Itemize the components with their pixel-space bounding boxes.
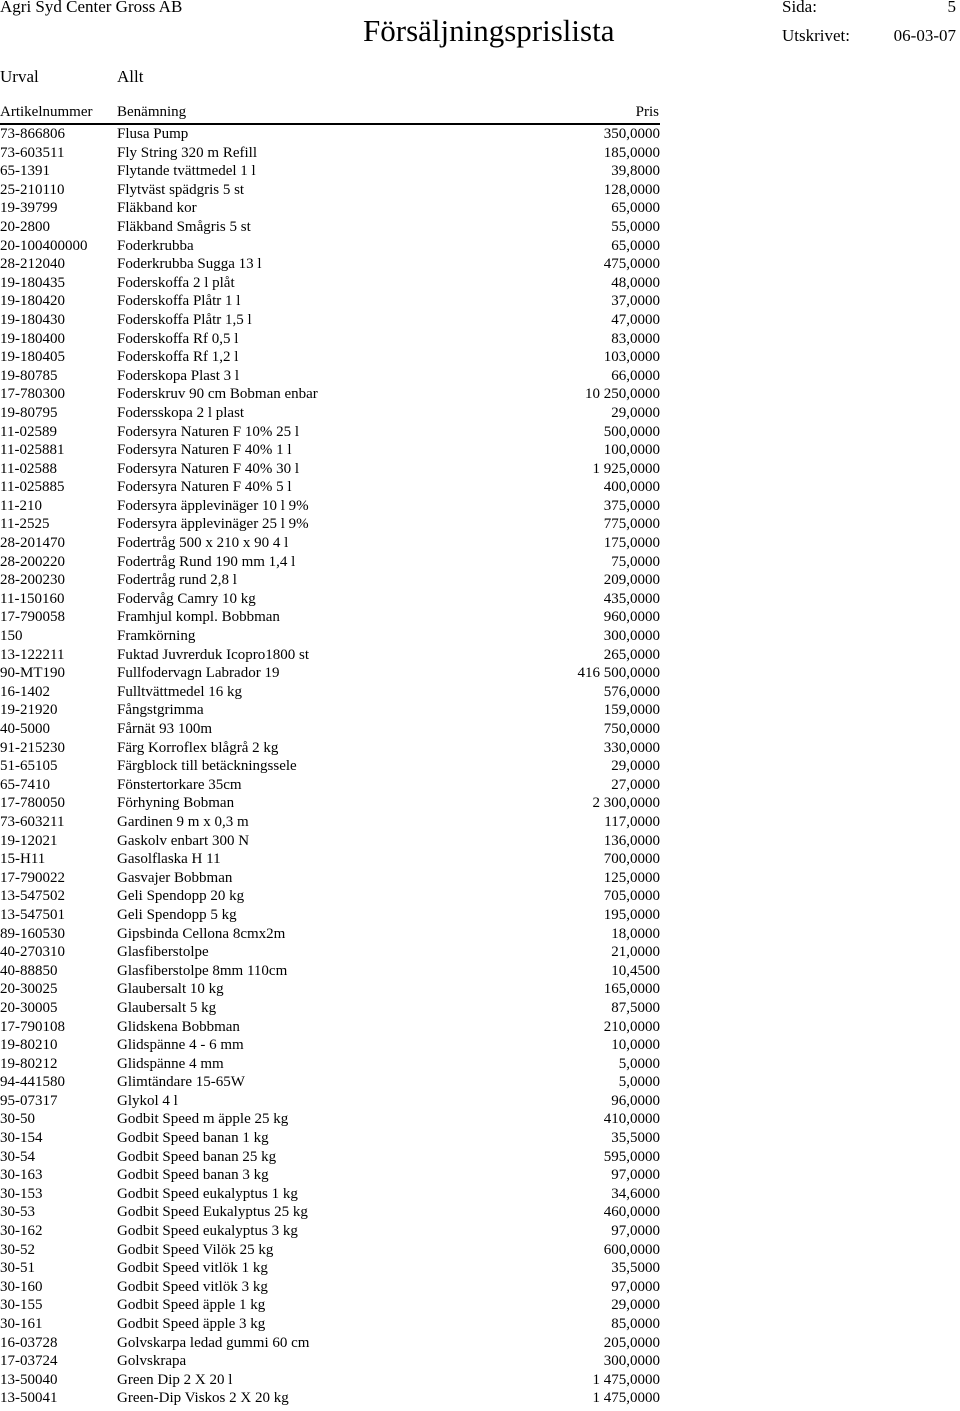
item-price: 85,0000 xyxy=(611,1316,660,1332)
item-name: Glasfiberstolpe xyxy=(117,944,209,961)
table-row xyxy=(0,292,660,311)
item-price: 435,0000 xyxy=(603,590,660,607)
item-price: 66,0000 xyxy=(611,367,660,384)
article-number: 40-88850 xyxy=(0,962,58,979)
item-name: Foderskruv 90 cm Bobman enbar xyxy=(117,386,318,403)
item-price: 21,0000 xyxy=(611,944,660,961)
item-price: 1 475,0000 xyxy=(592,1371,660,1388)
item-price: 1 925,0000 xyxy=(592,460,660,477)
item-price: 500,0000 xyxy=(603,423,660,440)
item-price: 65,0000 xyxy=(611,237,660,254)
item-name: Godbit Speed vitlök 3 kg xyxy=(117,1278,268,1295)
article-number: 13-50041 xyxy=(0,1390,58,1407)
item-name: Fodersyra äpplevinäger 25 l 9% xyxy=(117,516,309,533)
article-number: 91-215230 xyxy=(0,739,65,756)
item-price: 209,0000 xyxy=(603,572,660,589)
table-row xyxy=(0,664,660,683)
article-number: 16-1402 xyxy=(0,683,50,700)
table-row xyxy=(0,1148,660,1167)
article-number: 13-547501 xyxy=(0,906,65,923)
table-row xyxy=(0,460,660,479)
article-number: 19-180420 xyxy=(0,293,65,310)
item-price: 350,0000 xyxy=(603,126,660,142)
item-name: Flusa Pump xyxy=(117,126,189,142)
table-row xyxy=(0,776,660,795)
column-header-article: Artikelnummer xyxy=(0,104,93,120)
item-price: 195,0000 xyxy=(603,906,660,923)
table-row xyxy=(0,999,660,1018)
table-row xyxy=(0,962,660,981)
item-price: 10 250,0000 xyxy=(585,386,660,403)
item-name: Glaubersalt 5 kg xyxy=(117,999,217,1016)
table-row xyxy=(0,1018,660,1037)
table-row xyxy=(0,1092,660,1111)
item-name: Fulltvättmedel 16 kg xyxy=(117,683,242,700)
table-row xyxy=(0,1073,660,1092)
item-name: Green Dip 2 X 20 l xyxy=(117,1371,233,1388)
item-name: Godbit Speed äpple 1 kg xyxy=(117,1297,266,1314)
article-number: 17-780050 xyxy=(0,795,65,812)
article-number: 13-547502 xyxy=(0,888,65,905)
item-name: Gaskolv enbart 300 N xyxy=(117,832,250,849)
table-row xyxy=(0,1110,660,1129)
article-number: 11-210 xyxy=(0,497,42,514)
table-row xyxy=(0,646,660,665)
article-number: 19-180435 xyxy=(0,274,65,291)
item-name: Framkörning xyxy=(117,628,196,645)
table-row xyxy=(0,1203,660,1222)
article-number: 17-790108 xyxy=(0,1018,65,1035)
article-number: 20-30005 xyxy=(0,999,58,1016)
item-price: 300,0000 xyxy=(603,1353,660,1370)
article-number: 28-200220 xyxy=(0,553,65,570)
item-price: 210,0000 xyxy=(603,1018,660,1035)
item-name: Foderskopa Plast 3 l xyxy=(117,367,240,384)
item-name: Godbit Speed m äpple 25 kg xyxy=(117,1111,289,1128)
article-number: 17-03724 xyxy=(0,1353,58,1370)
article-number: 20-30025 xyxy=(0,981,58,998)
item-name: Glasfiberstolpe 8mm 110cm xyxy=(117,962,288,979)
page-title: Försäljningsprislista xyxy=(363,13,615,48)
table-row xyxy=(0,515,660,534)
item-price: 35,5000 xyxy=(611,1130,660,1147)
article-number: 19-80785 xyxy=(0,367,58,384)
table-row xyxy=(0,1185,660,1204)
item-name: Färg Korroflex blågrå 2 kg xyxy=(117,739,279,756)
item-price: 705,0000 xyxy=(603,888,660,905)
item-price: 159,0000 xyxy=(603,702,660,719)
item-price: 39,8000 xyxy=(611,163,660,180)
table-row xyxy=(0,237,660,256)
item-price: 27,0000 xyxy=(611,776,660,793)
article-number: 11-025881 xyxy=(0,442,65,459)
article-number: 40-270310 xyxy=(0,944,65,961)
table-row xyxy=(0,423,660,442)
article-number: 11-02589 xyxy=(0,423,57,440)
table-row xyxy=(0,1278,660,1297)
article-number: 30-160 xyxy=(0,1278,43,1295)
table-row xyxy=(0,1222,660,1241)
article-number: 30-154 xyxy=(0,1130,43,1147)
item-price: 29,0000 xyxy=(611,758,660,775)
item-name: Fullfodervagn Labrador 19 xyxy=(117,665,280,682)
table-row xyxy=(0,199,660,218)
item-price: 35,5000 xyxy=(611,1260,660,1277)
item-name: Gardinen 9 m x 0,3 m xyxy=(117,813,249,830)
article-number: 19-80795 xyxy=(0,404,58,421)
article-number: 28-201470 xyxy=(0,535,65,552)
item-name: Flytande tvättmedel 1 l xyxy=(117,163,256,180)
table-row xyxy=(0,274,660,293)
article-number: 30-162 xyxy=(0,1223,43,1240)
item-price: 34,6000 xyxy=(611,1185,660,1202)
item-name: Foderskoffa Plåtr 1,5 l xyxy=(117,311,252,328)
article-number: 40-5000 xyxy=(0,721,50,737)
item-price: 103,0000 xyxy=(603,349,660,366)
table-row xyxy=(0,497,660,516)
item-price: 136,0000 xyxy=(603,832,660,849)
item-price: 18,0000 xyxy=(611,925,660,942)
item-name: Fly String 320 m Refill xyxy=(117,144,258,161)
item-name: Fläkband kor xyxy=(117,200,197,217)
article-number: 20-2800 xyxy=(0,218,50,235)
item-name: Framhjul kompl. Bobbman xyxy=(117,609,280,626)
article-number: 30-50 xyxy=(0,1111,35,1128)
article-number: 19-180400 xyxy=(0,330,65,347)
item-name: Fodersskopa 2 l plast xyxy=(117,404,245,421)
article-number: 11-2525 xyxy=(0,516,50,533)
item-name: Fodersyra äpplevinäger 10 l 9% xyxy=(117,497,309,514)
item-price: 700,0000 xyxy=(603,851,660,868)
table-row xyxy=(0,627,660,646)
item-name: Fångstgrimma xyxy=(117,702,204,719)
item-name: Gasolflaska H 11 xyxy=(117,851,221,868)
item-price: 125,0000 xyxy=(603,869,660,886)
item-name: Geli Spendopp 5 kg xyxy=(117,906,237,923)
item-name: Foderskoffa 2 l plåt xyxy=(117,274,235,291)
item-price: 416 500,0000 xyxy=(577,665,660,682)
article-number: 30-153 xyxy=(0,1185,43,1202)
item-name: Green-Dip Viskos 2 X 20 kg xyxy=(117,1390,289,1407)
item-price: 87,5000 xyxy=(611,999,660,1016)
selection-label: Urval xyxy=(0,67,39,86)
table-row xyxy=(0,906,660,925)
item-name: Golvskrapa xyxy=(117,1353,187,1370)
item-name: Foderskoffa Rf 1,2 l xyxy=(117,349,239,366)
item-price: 330,0000 xyxy=(603,739,660,756)
article-number: 16-03728 xyxy=(0,1334,58,1351)
item-name: Godbit Speed banan 3 kg xyxy=(117,1167,269,1184)
item-price: 400,0000 xyxy=(603,479,660,496)
table-row xyxy=(0,1055,660,1074)
item-name: Glaubersalt 10 kg xyxy=(117,981,224,998)
table-row xyxy=(0,478,660,497)
article-number: 19-80210 xyxy=(0,1037,58,1054)
article-number: 51-65105 xyxy=(0,758,58,775)
item-name: Godbit Speed Vilök 25 kg xyxy=(117,1241,274,1258)
table-row xyxy=(0,943,660,962)
item-name: Godbit Speed äpple 3 kg xyxy=(117,1316,266,1332)
article-number: 95-07317 xyxy=(0,1092,58,1109)
item-name: Fuktad Juvrerduk Icopro1800 st xyxy=(117,646,310,663)
item-price: 5,0000 xyxy=(618,1055,660,1072)
article-number: 15-H11 xyxy=(0,851,46,868)
table-row xyxy=(0,311,660,330)
article-number: 30-155 xyxy=(0,1297,43,1314)
table-row xyxy=(0,850,660,869)
article-number: 17-790022 xyxy=(0,869,65,886)
table-row xyxy=(0,1315,660,1334)
table-row xyxy=(0,1036,660,1055)
table-row xyxy=(0,739,660,758)
table-row xyxy=(0,757,660,776)
item-price: 750,0000 xyxy=(603,721,660,737)
item-price: 75,0000 xyxy=(611,553,660,570)
item-name: Flytväst spädgris 5 st xyxy=(117,181,245,198)
column-header-price: Pris xyxy=(635,104,659,120)
item-name: Gasvajer Bobbman xyxy=(117,869,233,886)
item-price: 29,0000 xyxy=(611,1297,660,1314)
article-number: 30-53 xyxy=(0,1204,35,1221)
item-price: 5,0000 xyxy=(618,1074,660,1091)
article-number: 13-122211 xyxy=(0,646,65,663)
article-number: 73-603511 xyxy=(0,144,65,161)
article-number: 11-02588 xyxy=(0,460,57,477)
table-row xyxy=(0,330,660,349)
article-number: 89-160530 xyxy=(0,925,65,942)
printed-date: 06-03-07 xyxy=(893,26,956,45)
item-name: Fodertråg Rund 190 mm 1,4 l xyxy=(117,553,296,570)
table-row xyxy=(0,181,660,200)
table-row xyxy=(0,794,660,813)
item-name: Glidspänne 4 mm xyxy=(117,1055,224,1072)
item-name: Glidskena Bobbman xyxy=(117,1018,240,1035)
item-name: Gipsbinda Cellona 8cmx2m xyxy=(117,925,286,942)
table-row xyxy=(0,608,660,627)
item-name: Glykol 4 l xyxy=(117,1092,178,1109)
item-price: 97,0000 xyxy=(611,1278,660,1295)
table-row xyxy=(0,1352,660,1371)
table-row xyxy=(0,571,660,590)
article-number: 19-180430 xyxy=(0,311,65,328)
article-number: 17-780300 xyxy=(0,386,65,403)
item-name: Fodersyra Naturen F 10% 25 l xyxy=(117,423,300,440)
item-name: Glidspänne 4 - 6 mm xyxy=(117,1037,244,1054)
item-price: 165,0000 xyxy=(603,981,660,998)
table-row xyxy=(0,720,660,739)
article-number: 11-025885 xyxy=(0,479,65,496)
table-row xyxy=(0,404,660,423)
table-row xyxy=(0,553,660,572)
item-name: Fläkband Smågris 5 st xyxy=(117,218,251,235)
company-name: Agri Syd Center Gross AB xyxy=(0,0,183,16)
item-price: 300,0000 xyxy=(603,628,660,645)
article-number: 30-161 xyxy=(0,1316,43,1332)
item-price: 100,0000 xyxy=(603,442,660,459)
table-row xyxy=(0,218,660,237)
item-price: 576,0000 xyxy=(603,683,660,700)
item-price: 97,0000 xyxy=(611,1167,660,1184)
table-row xyxy=(0,887,660,906)
item-price: 960,0000 xyxy=(603,609,660,626)
article-number: 30-163 xyxy=(0,1167,43,1184)
table-row xyxy=(0,1389,660,1408)
item-name: Fodersyra Naturen F 40% 30 l xyxy=(117,460,300,477)
table-row xyxy=(0,1296,660,1315)
table-row xyxy=(0,925,660,944)
article-number: 20-100400000 xyxy=(0,237,88,254)
selection-value: Allt xyxy=(117,67,144,86)
article-number: 19-80212 xyxy=(0,1055,58,1072)
item-price: 65,0000 xyxy=(611,200,660,217)
table-row xyxy=(0,1166,660,1185)
article-number: 13-50040 xyxy=(0,1371,58,1388)
table-row xyxy=(0,534,660,553)
table-row xyxy=(0,1371,660,1390)
article-number: 73-603211 xyxy=(0,813,65,830)
article-number: 150 xyxy=(0,628,23,645)
item-name: Godbit Speed vitlök 1 kg xyxy=(117,1260,268,1277)
article-number: 19-21920 xyxy=(0,702,58,719)
item-price: 97,0000 xyxy=(611,1223,660,1240)
table-row xyxy=(0,832,660,851)
item-price: 128,0000 xyxy=(603,181,660,198)
item-name: Foderkrubba xyxy=(117,237,194,254)
item-name: Fodervåg Camry 10 kg xyxy=(117,590,256,607)
article-number: 28-212040 xyxy=(0,256,65,273)
item-name: Godbit Speed eukalyptus 1 kg xyxy=(117,1185,298,1202)
table-row xyxy=(0,590,660,609)
table-row xyxy=(0,385,660,404)
article-number: 30-54 xyxy=(0,1148,35,1165)
table-row xyxy=(0,348,660,367)
table-row xyxy=(0,813,660,832)
article-number: 73-866806 xyxy=(0,126,65,142)
column-header-name: Benämning xyxy=(117,104,187,120)
page-label: Sida: xyxy=(782,0,817,16)
table-row xyxy=(0,144,660,163)
item-price: 10,0000 xyxy=(611,1037,660,1054)
table-row xyxy=(0,441,660,460)
table-row xyxy=(0,125,660,144)
item-name: Fodersyra Naturen F 40% 1 l xyxy=(117,442,292,459)
item-price: 410,0000 xyxy=(603,1111,660,1128)
item-price: 475,0000 xyxy=(603,256,660,273)
page-number: 5 xyxy=(947,0,956,16)
table-row xyxy=(0,1129,660,1148)
table-row xyxy=(0,1334,660,1353)
table-row xyxy=(0,162,660,181)
article-number: 17-790058 xyxy=(0,609,65,626)
item-name: Godbit Speed banan 1 kg xyxy=(117,1130,269,1147)
item-name: Fönstertorkare 35cm xyxy=(117,776,242,793)
item-price: 10,4500 xyxy=(611,962,660,979)
article-number: 25-210110 xyxy=(0,181,65,198)
article-number: 19-39799 xyxy=(0,200,58,217)
item-price: 37,0000 xyxy=(611,293,660,310)
item-name: Färgblock till betäckningssele xyxy=(117,758,297,775)
item-price: 175,0000 xyxy=(603,535,660,552)
item-name: Godbit Speed eukalyptus 3 kg xyxy=(117,1223,298,1240)
item-name: Godbit Speed banan 25 kg xyxy=(117,1148,277,1165)
item-price: 375,0000 xyxy=(603,497,660,514)
table-row xyxy=(0,255,660,274)
item-price: 1 475,0000 xyxy=(592,1390,660,1407)
article-number: 28-200230 xyxy=(0,572,65,589)
article-number: 90-MT190 xyxy=(0,665,65,682)
article-number: 19-12021 xyxy=(0,832,58,849)
item-name: Fårnät 93 100m xyxy=(117,721,212,737)
item-price: 775,0000 xyxy=(603,516,660,533)
item-price: 47,0000 xyxy=(611,311,660,328)
table-row xyxy=(0,367,660,386)
printed-label: Utskrivet: xyxy=(782,26,850,45)
item-price: 2 300,0000 xyxy=(592,795,660,812)
item-name: Fodertråg 500 x 210 x 90 4 l xyxy=(117,535,289,552)
item-name: Fodersyra Naturen F 40% 5 l xyxy=(117,479,292,496)
item-price: 96,0000 xyxy=(611,1092,660,1109)
article-number: 30-51 xyxy=(0,1260,35,1277)
article-number: 30-52 xyxy=(0,1241,35,1258)
item-price: 265,0000 xyxy=(603,646,660,663)
item-name: Foderkrubba Sugga 13 l xyxy=(117,256,262,273)
item-price: 48,0000 xyxy=(611,274,660,291)
item-price: 83,0000 xyxy=(611,330,660,347)
item-name: Godbit Speed Eukalyptus 25 kg xyxy=(117,1204,308,1221)
item-price: 595,0000 xyxy=(603,1148,660,1165)
item-name: Glimtändare 15-65W xyxy=(117,1074,245,1091)
article-number: 65-7410 xyxy=(0,776,50,793)
article-number: 11-150160 xyxy=(0,590,65,607)
item-name: Geli Spendopp 20 kg xyxy=(117,888,245,905)
item-name: Fodertråg rund 2,8 l xyxy=(117,572,237,589)
table-row xyxy=(0,1259,660,1278)
item-name: Förhyning Bobman xyxy=(117,795,235,812)
article-number: 65-1391 xyxy=(0,163,50,180)
item-price: 600,0000 xyxy=(603,1241,660,1258)
price-list-table xyxy=(0,125,660,1408)
item-name: Foderskoffa Plåtr 1 l xyxy=(117,293,241,310)
table-row xyxy=(0,1241,660,1260)
table-row xyxy=(0,683,660,702)
item-price: 117,0000 xyxy=(604,813,660,830)
table-row xyxy=(0,980,660,999)
item-name: Foderskoffa Rf 0,5 l xyxy=(117,330,239,347)
item-price: 460,0000 xyxy=(603,1204,660,1221)
item-name: Golvskarpa ledad gummi 60 cm xyxy=(117,1334,310,1351)
item-price: 205,0000 xyxy=(603,1334,660,1351)
article-number: 19-180405 xyxy=(0,349,65,366)
item-price: 55,0000 xyxy=(611,218,660,235)
table-row xyxy=(0,701,660,720)
table-row xyxy=(0,869,660,888)
item-price: 29,0000 xyxy=(611,404,660,421)
item-price: 185,0000 xyxy=(603,144,660,161)
article-number: 94-441580 xyxy=(0,1074,65,1091)
